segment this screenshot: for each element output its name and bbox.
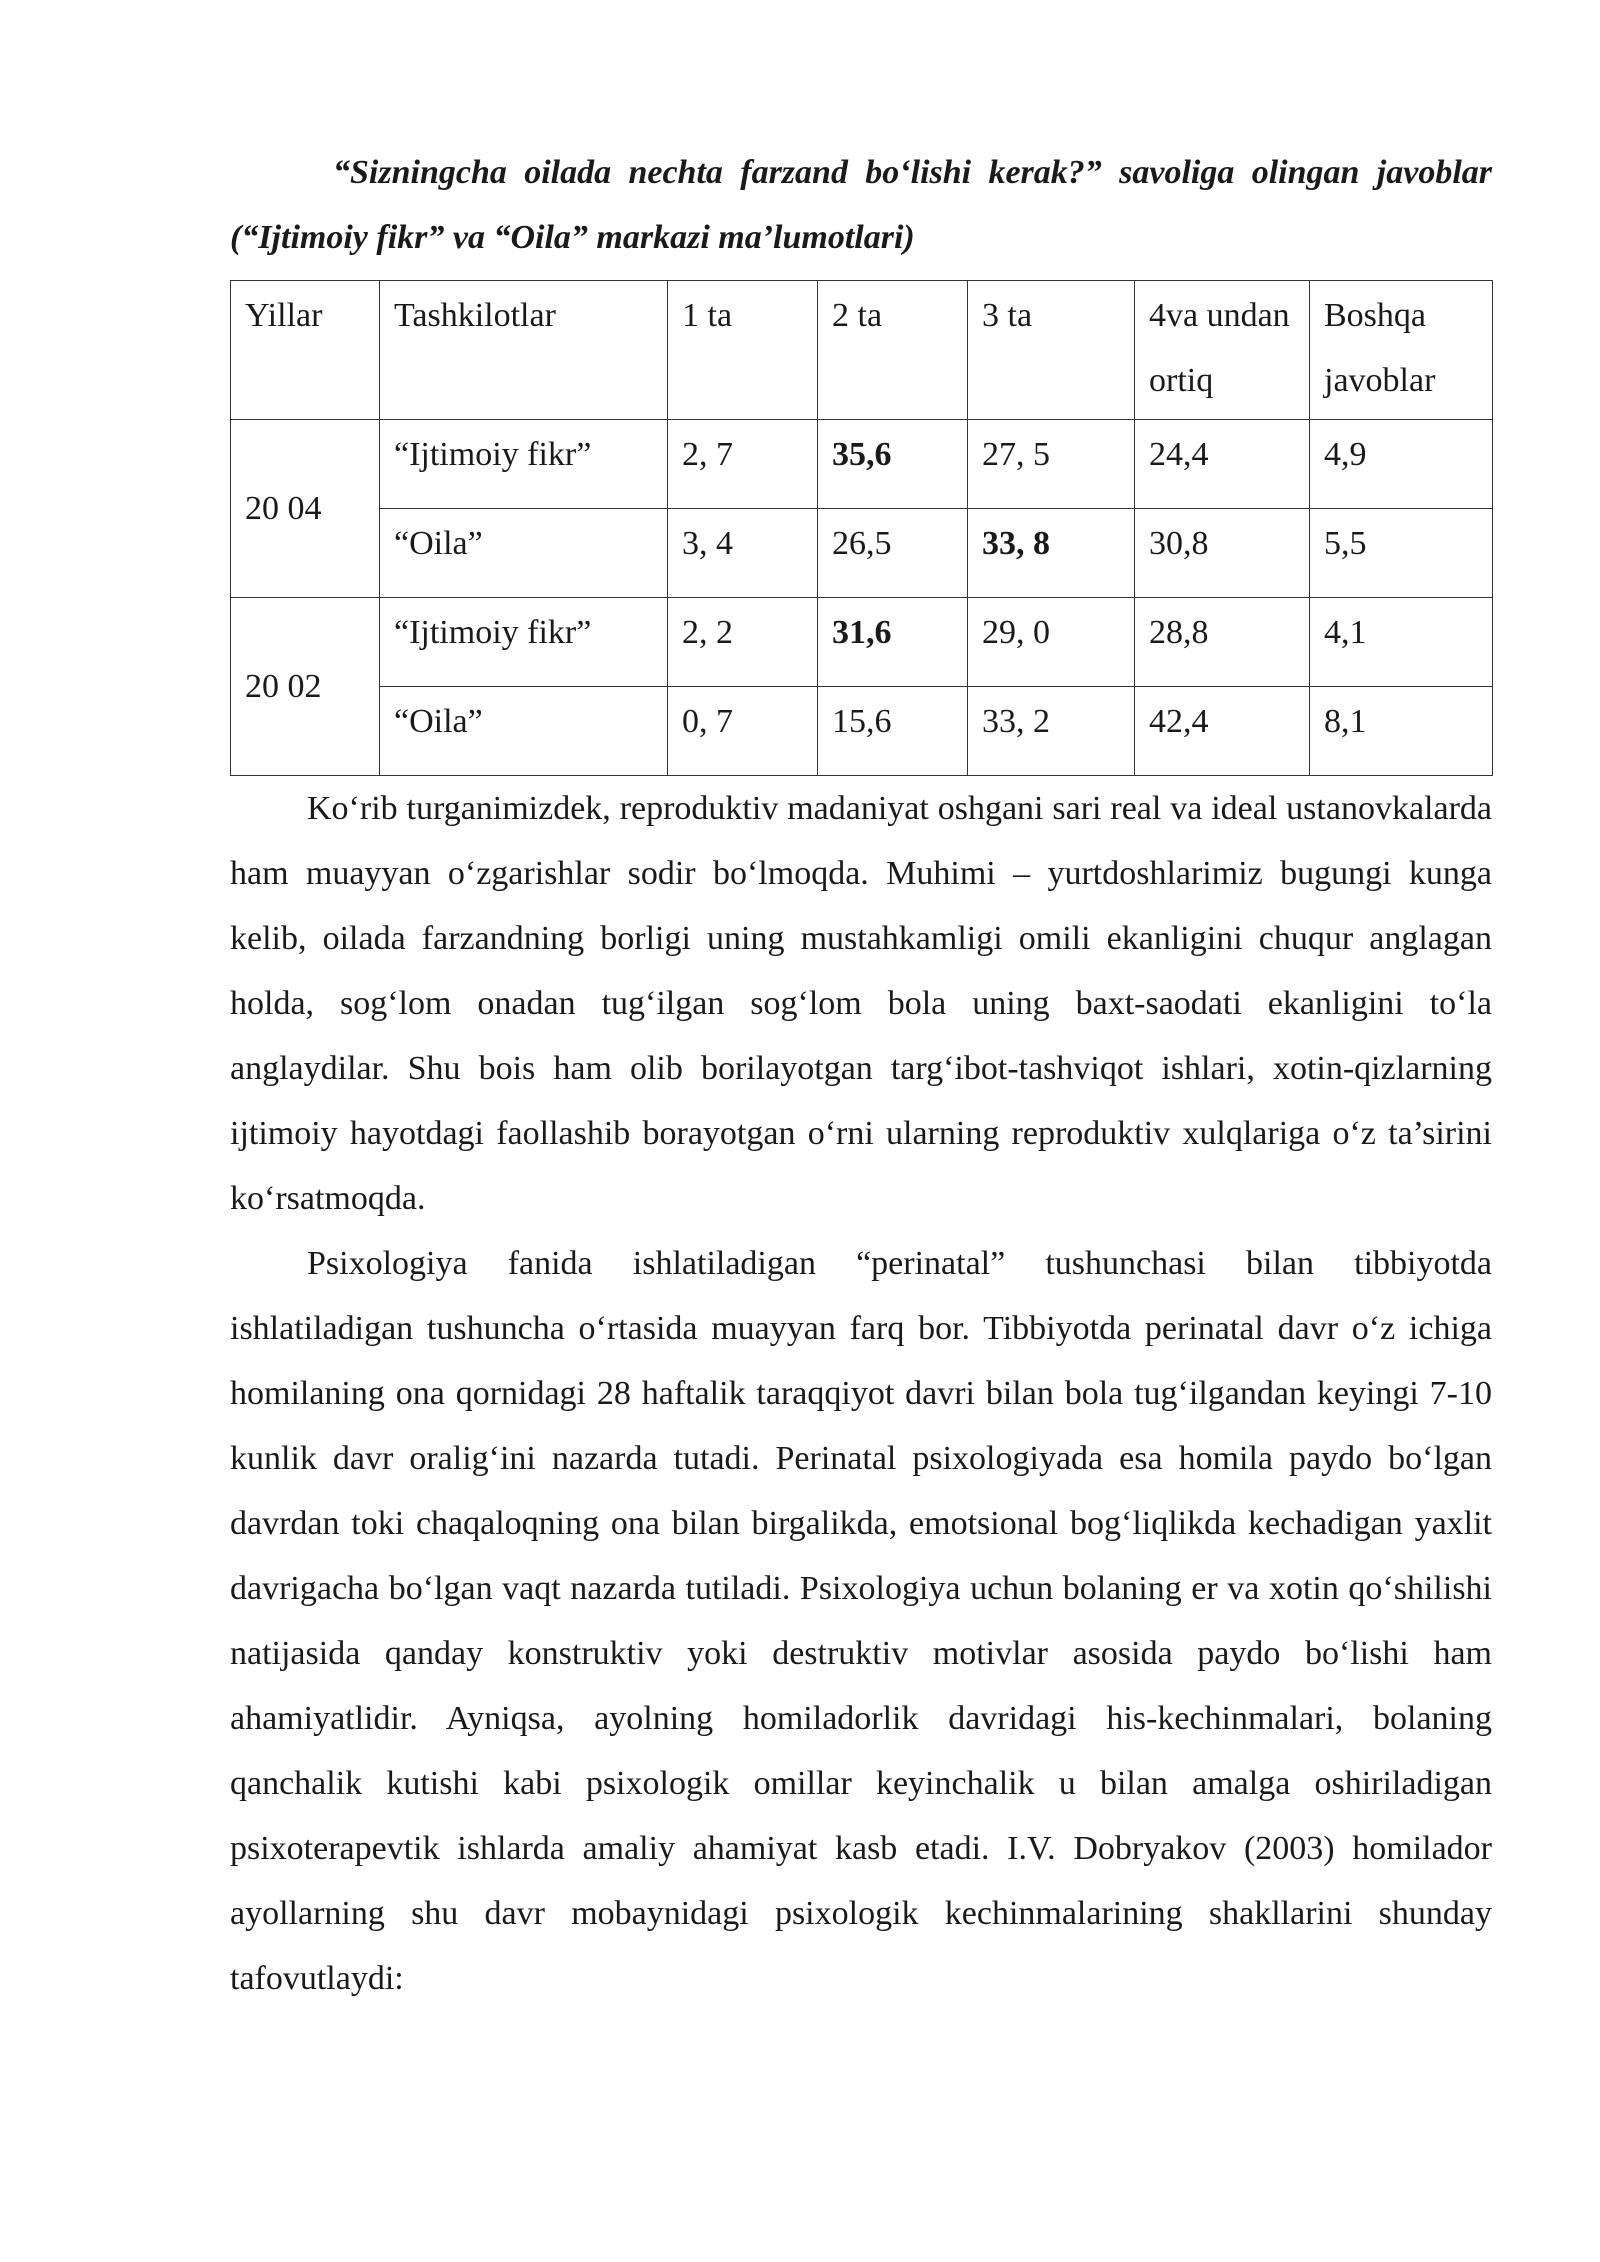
value-cell: 30,8 [1135,509,1310,598]
survey-table [230,280,1493,776]
value-cell: 26,5 [818,509,968,598]
value-cell: 33, 8 [968,509,1135,598]
value-cell: 35,6 [818,420,968,509]
year-cell: 20 02 [231,598,380,776]
value-cell: 2, 7 [668,420,818,509]
org-cell: “Ijtimoiy fikr” [380,420,668,509]
value-cell: 0, 7 [668,687,818,776]
value-cell: 5,5 [1310,509,1493,598]
table-row [231,420,1493,509]
value-cell: 15,6 [818,687,968,776]
value-cell: 4,1 [1310,598,1493,687]
value-cell: 33, 2 [968,687,1135,776]
value-cell: 4,9 [1310,420,1493,509]
value-cell: 2, 2 [668,598,818,687]
value-cell: 27, 5 [968,420,1135,509]
header-cell: 3 ta [968,281,1135,420]
value-cell: 31,6 [818,598,968,687]
header-cell: 1 ta [668,281,818,420]
table-row [231,598,1493,687]
value-cell: 24,4 [1135,420,1310,509]
org-cell: “Oila” [380,687,668,776]
table-caption: “Sizningcha oilada nechta farzand bo‘lishi kerak?” savoliga olingan javoblar (“Ijtimoiy fikr” va “Oila” markazi ma’lumotlari) [230,154,1492,256]
value-cell: 29, 0 [968,598,1135,687]
year-cell: 20 04 [231,420,380,598]
org-cell: “Oila” [380,509,668,598]
value-cell: 3, 4 [668,509,818,598]
header-cell: 4va undan ortiq [1135,281,1310,420]
header-cell: 2 ta [818,281,968,420]
org-cell: “Ijtimoiy fikr” [380,598,668,687]
body-paragraph: Ko‘rib turganimizdek, reproduktiv madaniyat oshgani sari real va ideal ustanovkalarda ham muayyan o‘zgarishlar sodir bo‘lmoqda. Muhimi – yurtdoshlarimiz bugungi kunga kelib, oilada farzandning borligi uning mustahkamligi omili ekanligini chuqur anglagan holda, sog‘lom onadan tug‘ilgan sog‘lom bola uning baxt-saodati ekanligini to‘la anglaydilar. Shu bois ham olib borilayotgan targ‘ibot-tashviqot ishlari, xotin-qizlarning ijtimoiy hayotdagi faollashib borayotgan o‘rni ularning reproduktiv xulqlariga o‘z ta’sirini ko‘rsatmoqda. [230,790,1492,1217]
value-cell: 8,1 [1310,687,1493,776]
body-paragraph: Psixologiya fanida ishlatiladigan “perinatal” tushunchasi bilan tibbiyotda ishlatiladigan tushuncha o‘rtasida muayyan farq bor. Tibbiyotda perinatal davr o‘z ichiga homilaning ona qornidagi 28 haftalik taraqqiyot davri bilan bola tug‘ilgandan keyingi 7-10 kunlik davr oralig‘ini nazarda tutadi. Perinatal psixologiyada esa homila paydo bo‘lgan davrdan toki chaqaloqning ona bilan birgalikda, emotsional bog‘liqlikda kechadigan yaxlit davrigacha bo‘lgan vaqt nazarda tutiladi. Psixologiya uchun bolaning er va xotin qo‘shilishi natijasida qanday konstruktiv yoki destruktiv motivlar asosida paydo bo‘lishi ham ahamiyatlidir. Ayniqsa, ayolning homiladorlik davridagi his-kechinmalari, bolaning qanchalik kutishi kabi psixologik omillar keyinchalik u bilan amalga oshiriladigan psixoterapevtik ishlarda amaliy ahamiyat kasb etadi. I.V. Dobryakov (2003) homilador ayollarning shu davr mobaynidagi psixologik kechinmalarining shakllarini shunday tafovutlaydi: [230,1245,1492,1997]
value-cell: 28,8 [1135,598,1310,687]
table-row [231,509,1493,598]
header-cell: Boshqa javoblar [1310,281,1493,420]
document-page [230,140,1492,2011]
table-header-row [231,281,1493,420]
value-cell: 42,4 [1135,687,1310,776]
table-row [231,687,1493,776]
header-cell: Tashkilotlar [380,281,668,420]
header-cell: Yillar [231,281,380,420]
